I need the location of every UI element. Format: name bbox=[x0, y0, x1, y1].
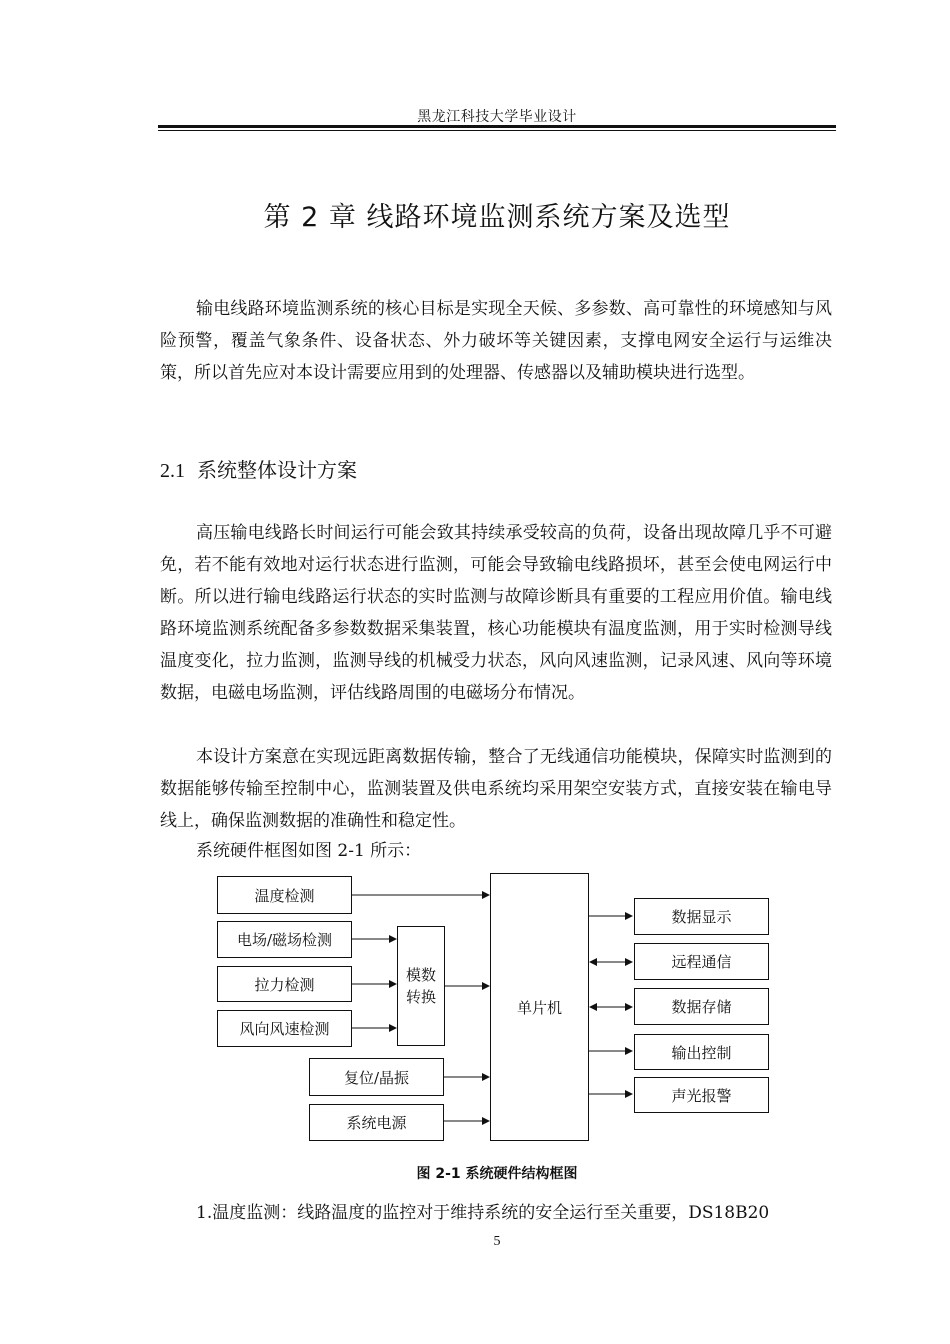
page-number: 5 bbox=[493, 1234, 501, 1249]
block-remote-communication: 远程通信 bbox=[634, 943, 769, 980]
adc-label-line2: 转换 bbox=[405, 988, 436, 1006]
block-output-control: 输出控制 bbox=[634, 1034, 769, 1070]
header-rule-thin bbox=[158, 130, 836, 131]
hardware-block-diagram bbox=[212, 868, 782, 1148]
block-system-power: 系统电源 bbox=[309, 1104, 444, 1141]
block-wind-detection: 风向风速检测 bbox=[217, 1010, 352, 1047]
block-data-display: 数据显示 bbox=[634, 898, 769, 935]
block-sound-light-alarm: 声光报警 bbox=[634, 1077, 769, 1113]
section-heading bbox=[160, 454, 357, 483]
chapter-title: 第 2 章 线路环境监测系统方案及选型 bbox=[263, 202, 731, 233]
figure-caption: 图 2-1 系统硬件结构框图 bbox=[416, 1166, 578, 1182]
intro-paragraph: 输电线路环境监测系统的核心目标是实现全天候、多参数、高可靠性的环境感知与风险预警，覆盖气象条件、设备状态、外力破坏等关键因素，支撑电网安全运行与运维决策，所以首先应对本设计需要应用到的处理器、传感器以及辅助模块进行选型。 bbox=[160, 299, 832, 383]
section-number: 2.1 bbox=[160, 460, 185, 482]
block-field-detection: 电场/磁场检测 bbox=[217, 921, 352, 958]
section-title: 系统整体设计方案 bbox=[197, 458, 357, 482]
body-paragraph-3: 系统硬件框图如图 2-1 所示： bbox=[196, 841, 422, 861]
body-paragraph-1: 高压输电线路长时间运行可能会致其持续承受较高的负荷，设备出现故障几乎不可避免，若不能有效地对运行状态进行监测，可能会导致输电线路损坏，甚至会使电网运行中断。所以进行输电线路运行状态的实时监测与故障诊断具有重要的工程应用价值。输电线路环境监测系统配备多参数数据采集装置，核心功能模块有温度监测，用于实时检测导线温度变化，拉力监测，监测导线的机械受力状态，风向风速监测，记录风速、风向等环境数据，电磁电场监测，评估线路周围的电磁场分布情况。 bbox=[160, 523, 832, 703]
body-paragraph-2: 本设计方案意在实现远距离数据传输，整合了无线通信功能模块，保障实时监测到的数据能够传输至控制中心，监测装置及供电系统均采用架空安装方式，直接安装在输电导线上，确保监测数据的准确性和稳定性。 bbox=[160, 747, 832, 831]
running-header: 黑龙江科技大学毕业设计 bbox=[417, 109, 577, 125]
adc-label-line1: 模数 bbox=[405, 966, 436, 984]
header-rule-thick bbox=[158, 125, 836, 128]
block-data-storage: 数据存储 bbox=[634, 988, 769, 1025]
body-paragraph-4: 1.温度监测：线路温度的监控对于维持系统的安全运行至关重要，DS18B20 bbox=[196, 1203, 770, 1223]
block-mcu: 单片机 bbox=[490, 873, 589, 1141]
block-temperature-detection: 温度检测 bbox=[217, 876, 352, 914]
block-adc bbox=[397, 926, 445, 1046]
block-tension-detection: 拉力检测 bbox=[217, 966, 352, 1002]
block-reset-crystal: 复位/晶振 bbox=[309, 1058, 444, 1096]
